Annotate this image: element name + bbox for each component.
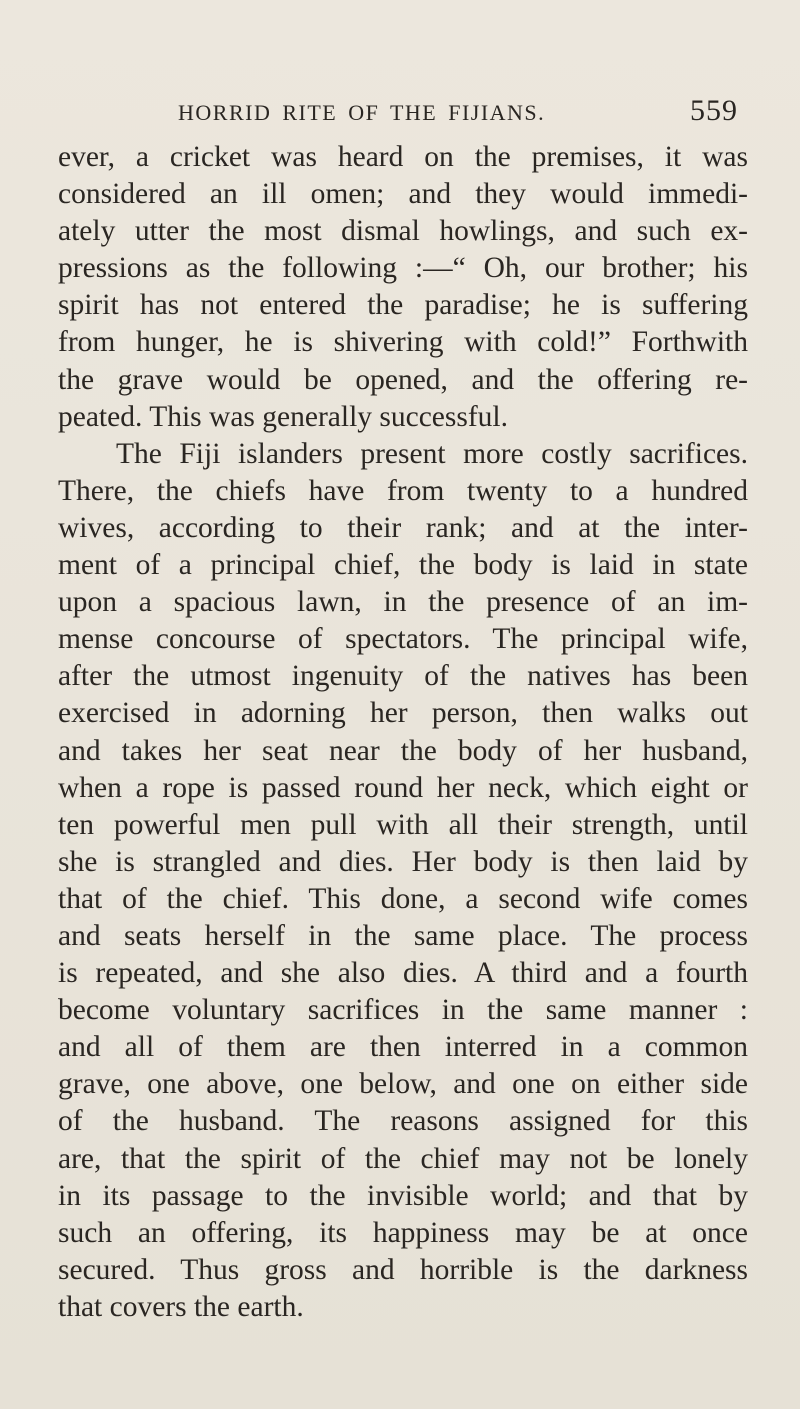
text-line: such an offering, its happiness may be at once: [58, 1216, 748, 1249]
text-line: mense concourse of spectators. The principal wife,: [58, 623, 748, 656]
text-line: after the utmost ingenuity of the natives has been: [58, 660, 748, 693]
body-text: [58, 139, 748, 1326]
text-line: are, that the spirit of the chief may not be lonely: [58, 1142, 748, 1175]
text-line: when a rope is passed round her neck, which eight or: [58, 771, 748, 804]
text-line: There, the chiefs have from twenty to a hundred: [58, 474, 748, 507]
text-line: ment of a principal chief, the body is laid in state: [58, 549, 748, 582]
text-line: ately utter the most dismal howlings, and such ex-: [58, 215, 748, 248]
text-line: secured. Thus gross and horrible is the darkness: [58, 1253, 748, 1286]
text-line: from hunger, he is shivering with cold!” Forthwith: [58, 326, 748, 359]
text-line: ten powerful men pull with all their strength, until: [58, 808, 748, 841]
text-line: that of the chief. This done, a second wife comes: [58, 882, 748, 915]
text-line: the grave would be opened, and the offering re-: [58, 363, 748, 396]
text-line: in its passage to the invisible world; and that by: [58, 1179, 748, 1212]
text-line: The Fiji islanders present more costly sacrifices.: [116, 437, 748, 470]
text-line: she is strangled and dies. Her body is then laid by: [58, 845, 748, 878]
text-line: upon a spacious lawn, in the presence of an im-: [58, 586, 748, 619]
text-line: exercised in adorning her person, then walks out: [58, 697, 748, 730]
text-line: become voluntary sacrifices in the same manner :: [58, 994, 748, 1027]
text-line: is repeated, and she also dies. A third and a fourth: [58, 957, 748, 990]
text-line: and takes her seat near the body of her husband,: [58, 734, 748, 767]
text-line: grave, one above, one below, and one on either side: [58, 1068, 748, 1101]
running-title: HORRID RITE OF THE FIJIANS.: [178, 100, 546, 125]
text-line: and all of them are then interred in a common: [58, 1031, 748, 1064]
text-line: of the husband. The reasons assigned for this: [58, 1105, 748, 1138]
text-line: spirit has not entered the paradise; he is suffering: [58, 289, 748, 322]
text-line: considered an ill omen; and they would immedi-: [58, 178, 748, 211]
text-line: ever, a cricket was heard on the premises, it was: [58, 141, 748, 173]
page-number: 559: [690, 94, 738, 127]
text-line: wives, according to their rank; and at the inter-: [58, 511, 748, 544]
running-head: [178, 94, 738, 140]
text-line: and seats herself in the same place. The process: [58, 919, 748, 952]
text-line: pressions as the following :—“ Oh, our brother; his: [58, 252, 748, 285]
text-line: peated. This was generally successful.: [58, 400, 509, 433]
text-line: that covers the earth.: [58, 1290, 304, 1323]
